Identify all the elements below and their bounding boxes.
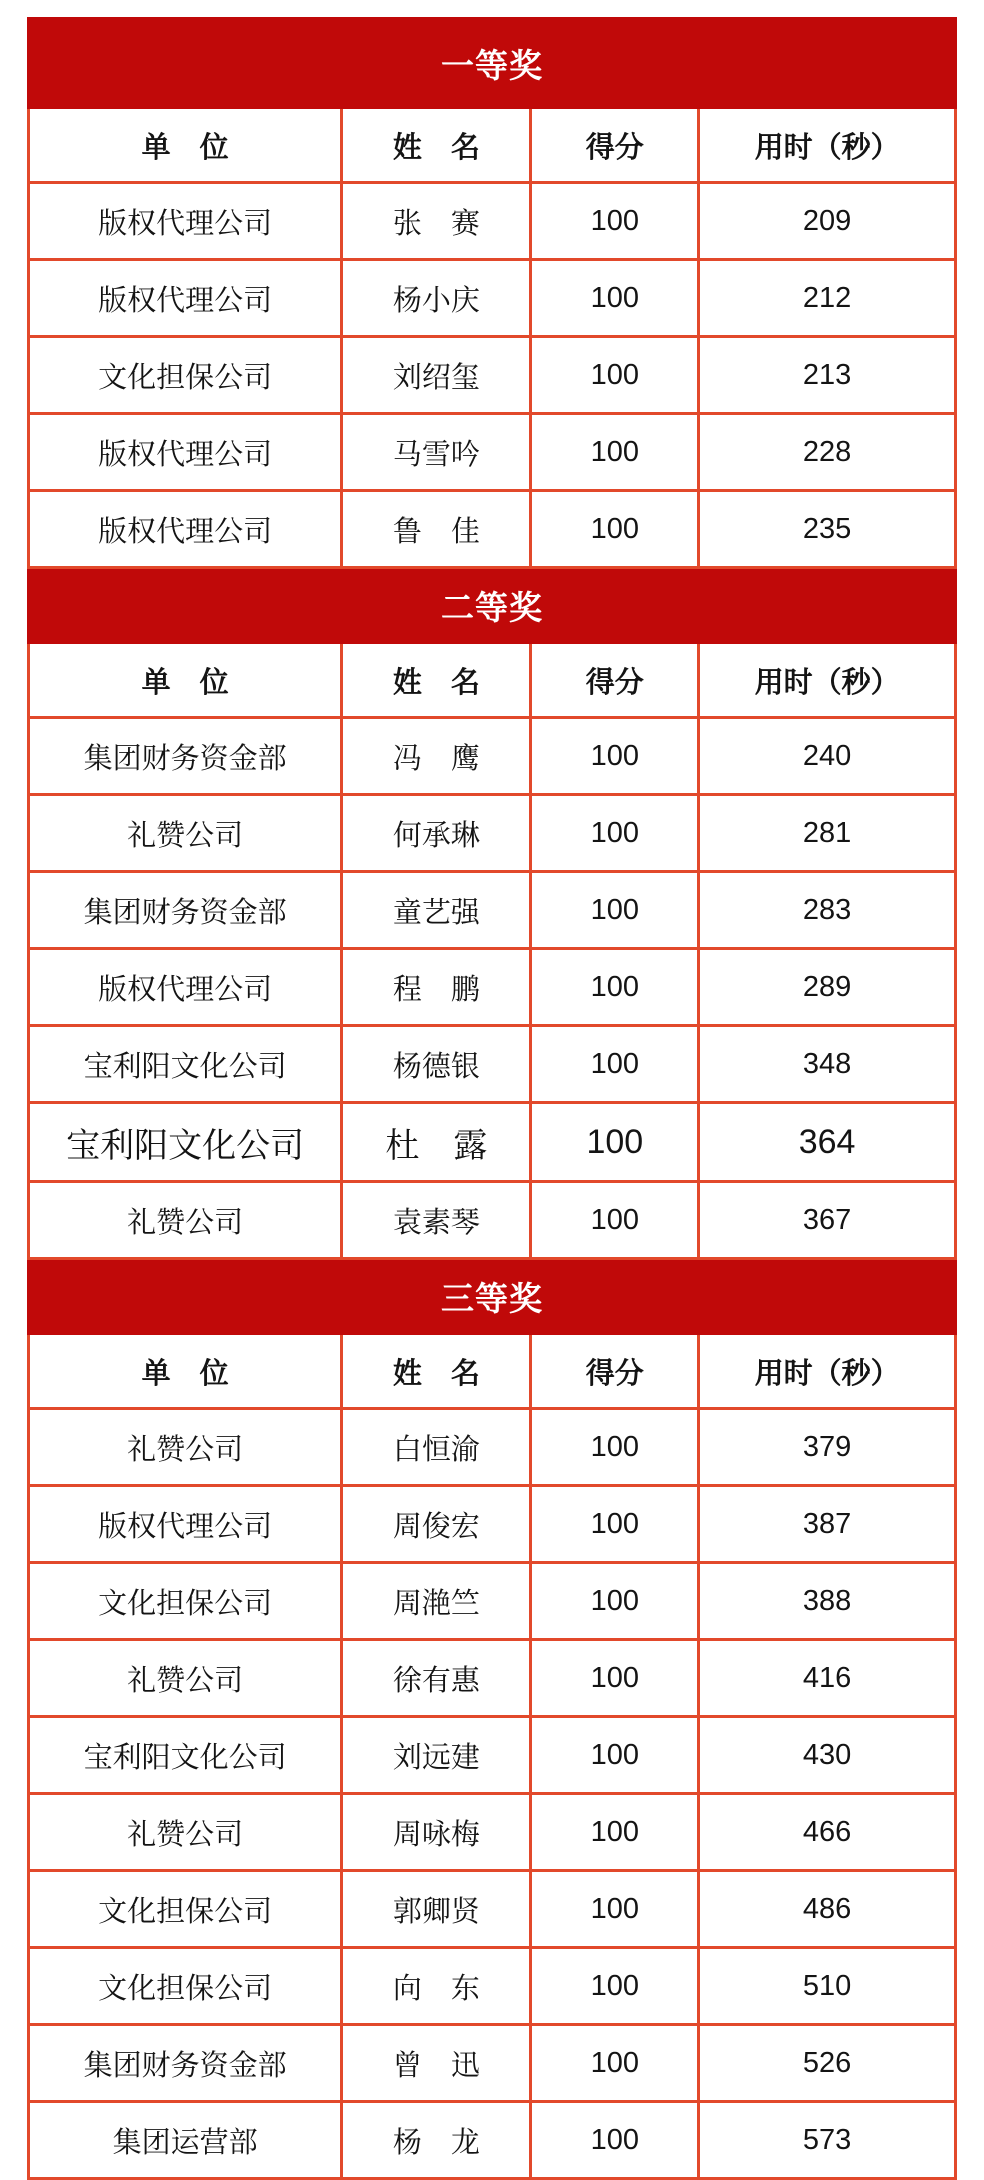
score-cell: 100 xyxy=(531,2102,699,2179)
table-row xyxy=(29,337,956,414)
table-row xyxy=(29,1103,956,1182)
unit-cell: 宝利阳文化公司 xyxy=(29,1026,342,1103)
table-row xyxy=(29,872,956,949)
table-row xyxy=(29,491,956,568)
award-table xyxy=(27,17,957,2180)
score-cell: 100 xyxy=(531,1103,699,1182)
time-cell: 416 xyxy=(699,1640,956,1717)
column-header: 得分 xyxy=(531,643,699,718)
table-row xyxy=(29,718,956,795)
time-cell: 235 xyxy=(699,491,956,568)
unit-cell: 版权代理公司 xyxy=(29,1486,342,1563)
score-cell: 100 xyxy=(531,260,699,337)
unit-cell: 版权代理公司 xyxy=(29,260,342,337)
score-cell: 100 xyxy=(531,795,699,872)
table-row xyxy=(29,2025,956,2102)
score-cell: 100 xyxy=(531,1486,699,1563)
name-cell: 曾 迅 xyxy=(342,2025,531,2102)
section-title: 二等奖 xyxy=(29,568,956,643)
column-header: 单 位 xyxy=(29,108,342,183)
column-header: 姓 名 xyxy=(342,1334,531,1409)
unit-cell: 礼赞公司 xyxy=(29,1794,342,1871)
column-header: 姓 名 xyxy=(342,643,531,718)
table-row xyxy=(29,1794,956,1871)
unit-cell: 集团财务资金部 xyxy=(29,718,342,795)
score-cell: 100 xyxy=(531,1717,699,1794)
score-cell: 100 xyxy=(531,1794,699,1871)
name-cell: 杜 露 xyxy=(342,1103,531,1182)
name-cell: 白恒渝 xyxy=(342,1409,531,1486)
table-row xyxy=(29,1486,956,1563)
time-cell: 486 xyxy=(699,1871,956,1948)
score-cell: 100 xyxy=(531,949,699,1026)
time-cell: 430 xyxy=(699,1717,956,1794)
score-cell: 100 xyxy=(531,718,699,795)
column-header: 用时（秒） xyxy=(699,1334,956,1409)
name-cell: 刘绍玺 xyxy=(342,337,531,414)
name-cell: 冯 鹰 xyxy=(342,718,531,795)
column-header: 姓 名 xyxy=(342,108,531,183)
award-results xyxy=(27,17,957,2180)
unit-cell: 宝利阳文化公司 xyxy=(29,1103,342,1182)
unit-cell: 礼赞公司 xyxy=(29,795,342,872)
name-cell: 程 鹏 xyxy=(342,949,531,1026)
name-cell: 杨 龙 xyxy=(342,2102,531,2179)
time-cell: 526 xyxy=(699,2025,956,2102)
unit-cell: 礼赞公司 xyxy=(29,1640,342,1717)
table-row xyxy=(29,260,956,337)
score-cell: 100 xyxy=(531,1563,699,1640)
name-cell: 童艺强 xyxy=(342,872,531,949)
column-header-row xyxy=(29,108,956,183)
score-cell: 100 xyxy=(531,1182,699,1259)
unit-cell: 文化担保公司 xyxy=(29,1948,342,2025)
score-cell: 100 xyxy=(531,2025,699,2102)
table-row xyxy=(29,1948,956,2025)
score-cell: 100 xyxy=(531,1871,699,1948)
time-cell: 281 xyxy=(699,795,956,872)
score-cell: 100 xyxy=(531,1948,699,2025)
unit-cell: 礼赞公司 xyxy=(29,1409,342,1486)
time-cell: 228 xyxy=(699,414,956,491)
table-row xyxy=(29,949,956,1026)
time-cell: 213 xyxy=(699,337,956,414)
section-band-row xyxy=(29,568,956,643)
table-row xyxy=(29,1563,956,1640)
unit-cell: 版权代理公司 xyxy=(29,183,342,260)
time-cell: 387 xyxy=(699,1486,956,1563)
score-cell: 100 xyxy=(531,337,699,414)
column-header: 得分 xyxy=(531,108,699,183)
score-cell: 100 xyxy=(531,1026,699,1103)
score-cell: 100 xyxy=(531,872,699,949)
award-table-body xyxy=(29,19,956,2179)
column-header: 单 位 xyxy=(29,643,342,718)
unit-cell: 集团财务资金部 xyxy=(29,872,342,949)
time-cell: 289 xyxy=(699,949,956,1026)
unit-cell: 版权代理公司 xyxy=(29,491,342,568)
score-cell: 100 xyxy=(531,1640,699,1717)
time-cell: 212 xyxy=(699,260,956,337)
table-row xyxy=(29,1182,956,1259)
time-cell: 367 xyxy=(699,1182,956,1259)
table-row xyxy=(29,1717,956,1794)
table-row xyxy=(29,1871,956,1948)
time-cell: 283 xyxy=(699,872,956,949)
name-cell: 郭卿贤 xyxy=(342,1871,531,1948)
table-row xyxy=(29,183,956,260)
table-row xyxy=(29,1640,956,1717)
name-cell: 马雪吟 xyxy=(342,414,531,491)
column-header-row xyxy=(29,643,956,718)
name-cell: 徐有惠 xyxy=(342,1640,531,1717)
score-cell: 100 xyxy=(531,183,699,260)
name-cell: 袁素琴 xyxy=(342,1182,531,1259)
score-cell: 100 xyxy=(531,1409,699,1486)
name-cell: 杨德银 xyxy=(342,1026,531,1103)
unit-cell: 宝利阳文化公司 xyxy=(29,1717,342,1794)
name-cell: 刘远建 xyxy=(342,1717,531,1794)
time-cell: 348 xyxy=(699,1026,956,1103)
name-cell: 向 东 xyxy=(342,1948,531,2025)
unit-cell: 集团财务资金部 xyxy=(29,2025,342,2102)
section-band-row xyxy=(29,1259,956,1334)
section-title: 一等奖 xyxy=(29,19,956,108)
column-header: 用时（秒） xyxy=(699,108,956,183)
unit-cell: 礼赞公司 xyxy=(29,1182,342,1259)
name-cell: 杨小庆 xyxy=(342,260,531,337)
section-band-row xyxy=(29,19,956,108)
name-cell: 周俊宏 xyxy=(342,1486,531,1563)
name-cell: 周滟竺 xyxy=(342,1563,531,1640)
unit-cell: 文化担保公司 xyxy=(29,1563,342,1640)
time-cell: 510 xyxy=(699,1948,956,2025)
column-header: 用时（秒） xyxy=(699,643,956,718)
column-header: 得分 xyxy=(531,1334,699,1409)
table-row xyxy=(29,2102,956,2179)
column-header-row xyxy=(29,1334,956,1409)
name-cell: 鲁 佳 xyxy=(342,491,531,568)
column-header: 单 位 xyxy=(29,1334,342,1409)
section-title: 三等奖 xyxy=(29,1259,956,1334)
name-cell: 张 赛 xyxy=(342,183,531,260)
unit-cell: 集团运营部 xyxy=(29,2102,342,2179)
unit-cell: 版权代理公司 xyxy=(29,414,342,491)
time-cell: 573 xyxy=(699,2102,956,2179)
time-cell: 466 xyxy=(699,1794,956,1871)
time-cell: 364 xyxy=(699,1103,956,1182)
time-cell: 388 xyxy=(699,1563,956,1640)
unit-cell: 文化担保公司 xyxy=(29,1871,342,1948)
time-cell: 240 xyxy=(699,718,956,795)
table-row xyxy=(29,414,956,491)
score-cell: 100 xyxy=(531,414,699,491)
score-cell: 100 xyxy=(531,491,699,568)
unit-cell: 版权代理公司 xyxy=(29,949,342,1026)
time-cell: 209 xyxy=(699,183,956,260)
table-row xyxy=(29,795,956,872)
table-row xyxy=(29,1409,956,1486)
name-cell: 何承琳 xyxy=(342,795,531,872)
time-cell: 379 xyxy=(699,1409,956,1486)
name-cell: 周咏梅 xyxy=(342,1794,531,1871)
table-row xyxy=(29,1026,956,1103)
unit-cell: 文化担保公司 xyxy=(29,337,342,414)
